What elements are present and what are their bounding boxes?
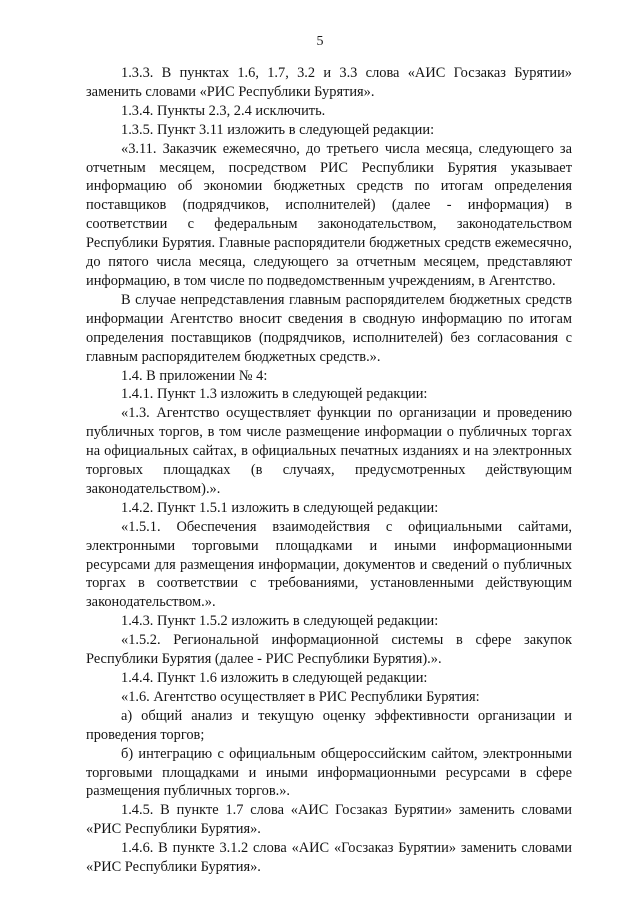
paragraph-1-3-5: 1.3.5. Пункт 3.11 изложить в следующей редакции: — [121, 121, 435, 138]
page-number: 5 — [316, 34, 324, 49]
paragraph-1-4-2: 1.4.2. Пункт 1.5.1 изложить в следующей редакции: — [121, 499, 439, 516]
paragraph-1-4-4: 1.4.4. Пункт 1.6 изложить в следующей редакции: — [121, 670, 428, 686]
paragraph-1-4-3: 1.4.3. Пункт 1.5.2 изложить в следующей редакции: — [121, 613, 439, 630]
paragraph-1-6-item-b: б) интеграцию с официальным общероссийским сайтом, электронными торговыми площадками и иными информационными ресурсами в сфере размещения публичных торгов.». — [86, 745, 572, 800]
paragraph-1-6-item-a: а) общий анализ и текущую оценку эффективности организации и проведения торгов; — [86, 707, 572, 743]
paragraph-1-4-1: 1.4.1. Пункт 1.3 изложить в следующей редакции: — [121, 386, 428, 403]
paragraph-1-4: 1.4. В приложении № 4: — [121, 367, 268, 384]
paragraph-3-11-quote: «3.11. Заказчик ежемесячно, до третьего числа месяца, следующего за отчетным месяцем, посредством РИС Республики Бурятия указывает информацию об экономии бюджетных средств по итогам определения поставщиков (подрядчиков, исполнителей) (далее - информация) в соответствии с федеральным законодательством, законодательством Республики Бурятия. Главные распорядители бюджетных средств ежемесячно, до пятого числа месяца, следующего за отчетным месяцем, представляют информацию, в том числе по подведомственным учреждениям, в Агентство. — [86, 140, 572, 289]
paragraph-1-6-quote: «1.6. Агентство осуществляет в РИС Республики Бурятия: — [121, 688, 480, 705]
paragraph-1-5-1-quote: «1.5.1. Обеспечения взаимодействия с официальными сайтами, электронными торговыми площадками и иными информационными ресурсами для размещения информации, документов и сведений о публичных торгах в соответствии с требованиями, установленными действующим законодательством.». — [86, 518, 572, 611]
paragraph-1-3-4: 1.3.4. Пункты 2.3, 2.4 исключить. — [121, 102, 326, 119]
document-body — [86, 64, 572, 877]
paragraph-1-4-5: 1.4.5. В пункте 1.7 слова «АИС Госзаказ Бурятии» заменить словами «РИС Республики Бурятия». — [86, 802, 572, 838]
paragraph-1-4-6: 1.4.6. В пункте 3.1.2 слова «АИС «Госзаказ Бурятии» заменить словами «РИС Республики Бурятия». — [86, 840, 572, 876]
paragraph-1-3-quote: «1.3. Агентство осуществляет функции по организации и проведению публичных торгов, в том числе размещение информации о публичных торгах на официальных сайтах, в официальных печатных изданиях и на электронных торговых площадках (в случаях, предусмотренных действующим законодательством).». — [86, 405, 572, 497]
paragraph-3-11-continuation: В случае непредставления главным распорядителем бюджетных средств информации Агентство вносит сведения в сводную информацию по итогам определения поставщиков (подрядчиков, исполнителей) без согласования с главным распорядителем бюджетных средств.». — [86, 291, 572, 365]
paragraph-1-3-3: 1.3.3. В пунктах 1.6, 1.7, 3.2 и 3.3 слова «АИС Госзаказ Бурятии» заменить словами «РИС Республики Бурятия». — [86, 65, 572, 100]
paragraph-1-5-2-quote: «1.5.2. Региональной информационной системы в сфере закупок Республики Бурятия (далее - РИС Республики Бурятия).». — [86, 632, 572, 668]
